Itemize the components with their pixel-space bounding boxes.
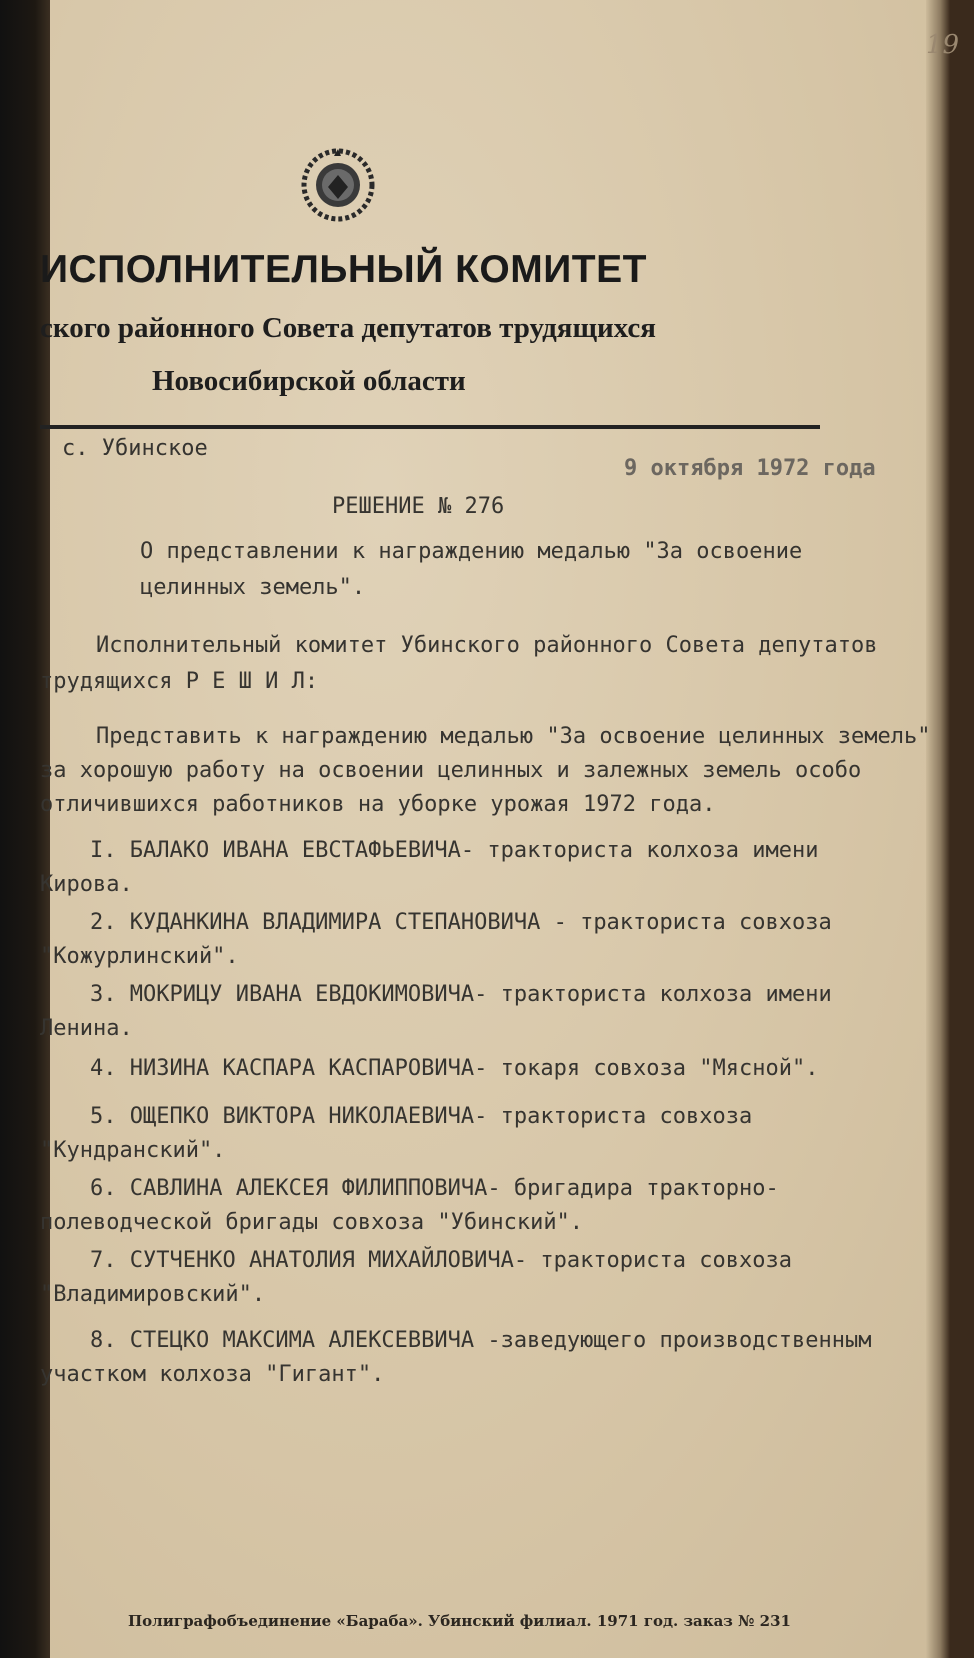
list-item: 4. НИЗИНА КАСПАРА КАСПАРОВИЧА- токаря совхоза "Мясной". xyxy=(90,1056,819,1081)
list-item: 8. СТЕЦКО МАКСИМА АЛЕКСЕВВИЧА -заведующего производственным участком колхоза "Гигант". xyxy=(40,1328,872,1387)
place: с. Убинское xyxy=(62,436,208,461)
decision-subject: О представлении к награждению медалью "За освоение целинных земель". xyxy=(140,539,803,600)
list-item: 7. СУТЧЕНКО АНАТОЛИЯ МИХАЙЛОВИЧА- тракториста совхоза "Владимировский". xyxy=(40,1248,792,1307)
committee-title: ИСПОЛНИТЕЛЬНЫЙ КОМИТЕТ xyxy=(40,248,647,291)
council-title: ского районного Совета депутатов трудящихся xyxy=(40,312,656,344)
region-title: Новосибирской области xyxy=(152,365,466,397)
list-item: 3. МОКРИЦУ ИВАНА ЕВДОКИМОВИЧА- тракториста колхоза имени Ленина. xyxy=(40,982,832,1041)
date: 9 октября 1972 года xyxy=(624,456,876,481)
list-item: 2. КУДАНКИНА ВЛАДИМИРА СТЕПАНОВИЧА - тракториста совхоза "Кожурлинский". xyxy=(40,910,832,969)
print-imprint: Полиграфобъединение «Бараба». Убинский филиал. 1971 год. заказ № 231 xyxy=(128,1612,791,1630)
list-item: 5. ОЩЕПКО ВИКТОРА НИКОЛАЕВИЧА- тракториста совхоза "Кундранский". xyxy=(40,1104,753,1163)
decision-title: РЕШЕНИЕ № 276 xyxy=(332,494,505,519)
page-edge-shadow xyxy=(926,0,950,1658)
page-number: 19 xyxy=(926,30,960,60)
paragraph-resolved: Исполнительный комитет Убинского районного Совета депутатов трудящихся Р Е Ш И Л: xyxy=(40,633,878,694)
list-item: 6. САВЛИНА АЛЕКСЕЯ ФИЛИППОВИЧА- бригадира тракторно-полеводческой бригады совхоза "Убинский". xyxy=(40,1176,779,1235)
paragraph-nomination: Представить к награждению медалью "За освоение целинных земель" за хорошую работу на освоении целинных и залежных земель особо отличившихся работников на уборке урожая 1972 года. xyxy=(40,724,931,817)
list-item: I. БАЛАКО ИВАНА ЕВСТАФЬЕВИЧА- тракториста колхоза имени Кирова. xyxy=(40,838,819,897)
state-emblem-icon xyxy=(298,145,378,225)
header-rule xyxy=(40,425,820,429)
